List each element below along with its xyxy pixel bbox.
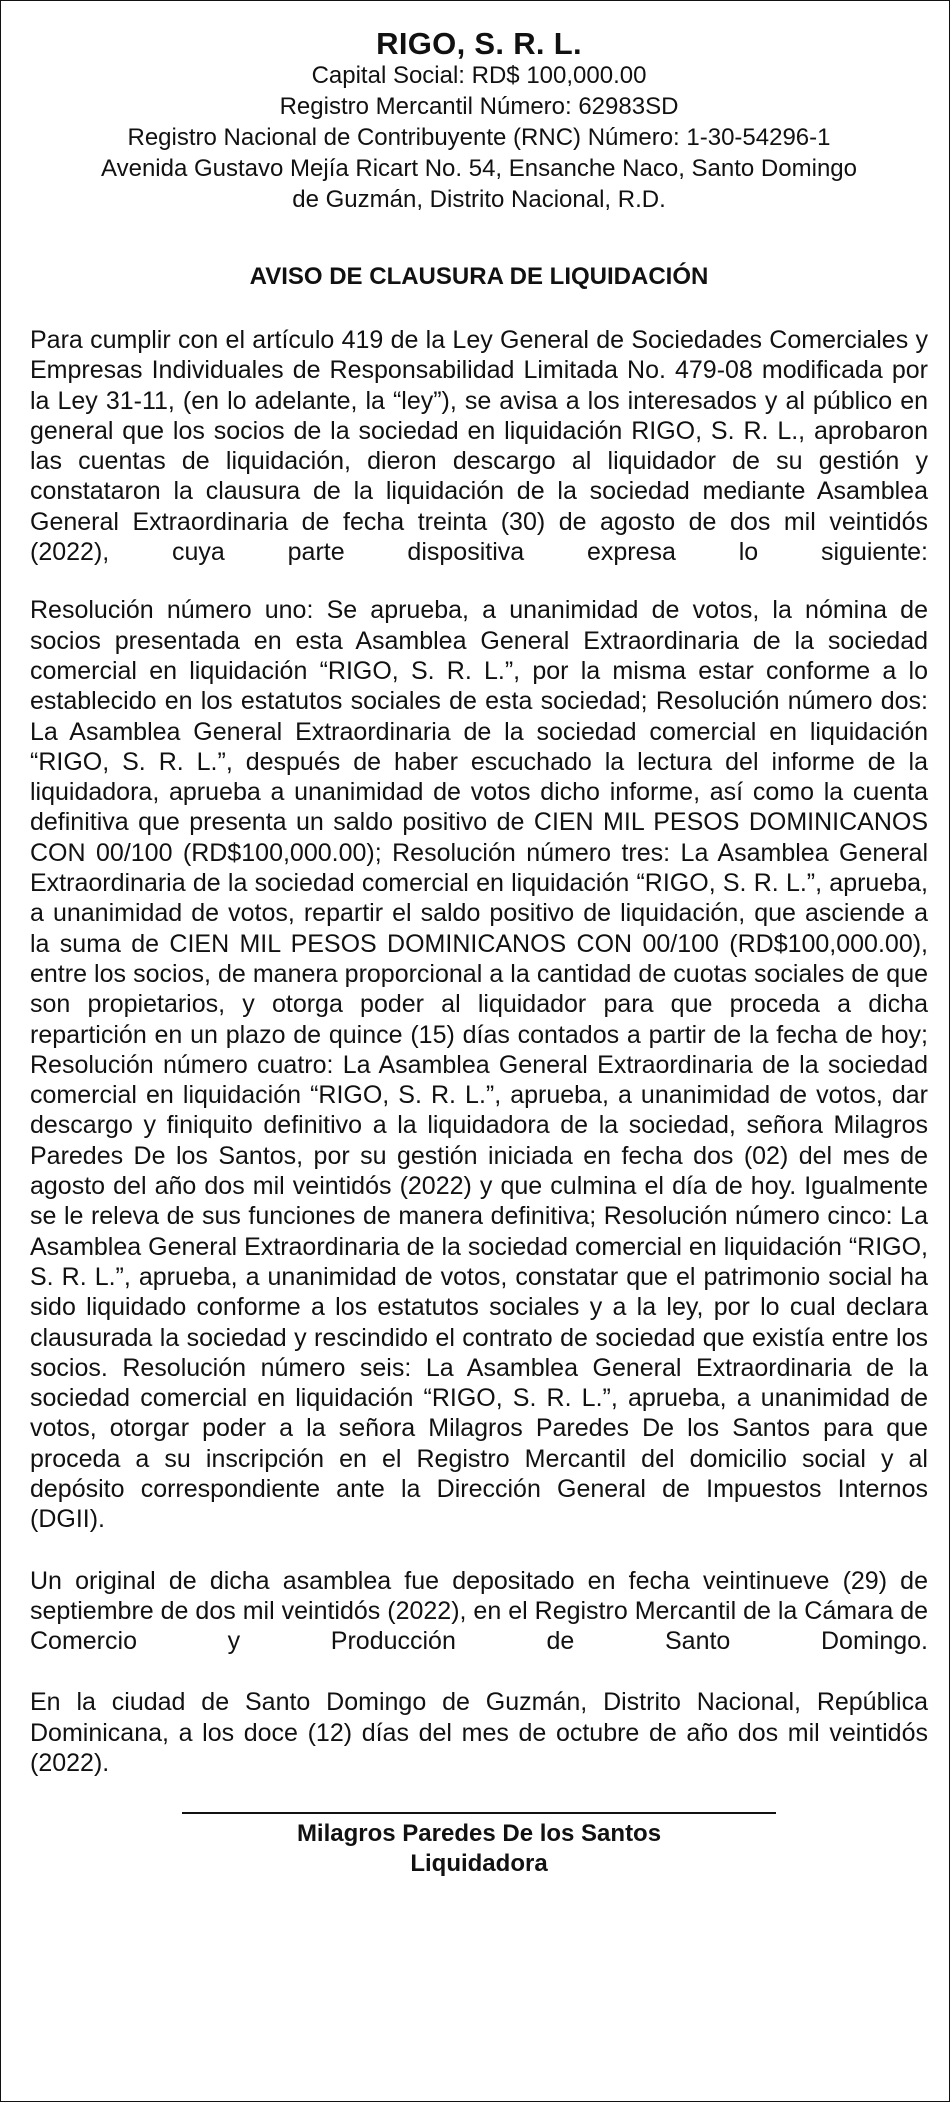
address-line-1: Avenida Gustavo Mejía Ricart No. 54, Ensanche Naco, Santo Domingo — [101, 155, 857, 182]
capital-social: Capital Social: RD$ 100,000.00 — [311, 62, 647, 89]
rnc-number: Registro Nacional de Contribuyente (RNC) Número: 1-30-54296-1 — [127, 124, 831, 151]
deposit-paragraph: Un original de dicha asamblea fue depositado en fecha veintinueve (29) de septiembre de dos mil veintidós (2022), en el Registro Mercantil de la Cámara de Comercio y Producción de Santo Domingo. — [30, 1566, 928, 1656]
company-header — [30, 27, 928, 215]
signatory-role: Liquidadora — [410, 1850, 548, 1878]
address-line-2: de Guzmán, Distrito Nacional, R.D. — [292, 186, 666, 213]
registro-mercantil: Registro Mercantil Número: 62983SD — [279, 93, 679, 120]
company-name: RIGO, S. R. L. — [376, 26, 582, 61]
signature-line — [182, 1812, 776, 1814]
signature-block — [30, 1819, 928, 1879]
notice-title: AVISO DE CLAUSURA DE LIQUIDACIÓN — [249, 263, 709, 290]
signatory-name: Milagros Paredes De los Santos — [296, 1820, 662, 1848]
resolutions-paragraph: Resolución número uno: Se aprueba, a unanimidad de votos, la nómina de socios presentada en esta Asamblea General Extraordinaria de la sociedad comercial en liquidación “RIGO, S. R. L.”, por la misma estar conforme a lo establecido en los estatutos sociales de esta sociedad; Resolución número dos: La Asamblea General Extraordinaria de la sociedad comercial en liquidación “RIGO, S. R. L.”, después de haber escuchado la lectura del informe de la liquidadora, aprueba a unanimidad de votos dicho informe, así como la cuenta definitiva que presenta un saldo positivo de CIEN MIL PESOS DOMINICANOS CON 00/100 (RD$100,000.00); Resolución número tres: La Asamblea General Extraordinaria de la sociedad comercial en liquidación “RIGO, S. R. L.”, aprueba, a unanimidad de votos, repartir el saldo positivo de liquidación, que asciende a la suma de CIEN MIL PESOS DOMINICANOS CON 00/100 (RD$100,000.00), entre los socios, de manera proporcional a la cantidad de cuotas sociales de que son propietarios, y otorga poder al liquidador para que proceda a dicha repartición en un plazo de quince (15) días contados a partir de la fecha de hoy; Resolución número cuatro: La Asamblea General Extraordinaria de la sociedad comercial en liquidación “RIGO, S. R. L.”, aprueba, a unanimidad de votos, dar descargo y finiquito definitivo a la liquidadora de la sociedad, señora Milagros Paredes De los Santos, por su gestión iniciada en fecha dos (02) del mes de agosto del año dos mil veintidós (2022) y que culmina el día de hoy. Igualmente se le releva de sus funciones de manera definitiva; Resolución número cinco: La Asamblea General Extraordinaria de la sociedad comercial en liquidación “RIGO, S. R. L.”, aprueba, a unanimidad de votos, constatar que el patrimonio social ha sido liquidado conforme a los estatutos sociales y a la ley, por lo cual declara clausurada la sociedad y rescindido el contrato de sociedad que existía entre los socios. Resolución número seis: La Asamblea General Extraordinaria de la sociedad comercial en liquidación “RIGO, S. R. L.”, aprueba, a unanimidad de votos, otorgar poder a la señora Milagros Paredes De los Santos para que proceda a su inscripción en el Registro Mercantil del domicilio social y al depósito correspondiente ante la Dirección General de Impuestos Internos (DGII). — [30, 596, 928, 1534]
intro-paragraph: Para cumplir con el artículo 419 de la Ley General de Sociedades Comerciales y Empresas Individuales de Responsabilidad Limitada No. 479-08 modificada por la Ley 31-11, (en lo adelante, la “ley”), se avisa a los interesados y al público en general que los socios de la sociedad en liquidación RIGO, S. R. L., aprobaron las cuentas de liquidación, dieron descargo al liquidador de su gestión y constataron la clausura de la liquidación de la sociedad mediante Asamblea General Extraordinaria de fecha treinta (30) de agosto de dos mil veintidós (2022), cuya parte dispositiva expresa lo siguiente: — [30, 326, 928, 567]
place-date-paragraph: En la ciudad de Santo Domingo de Guzmán, Distrito Nacional, República Dominicana, a los doce (12) días del mes de octubre de año dos mil veintidós (2022). — [30, 1688, 928, 1778]
